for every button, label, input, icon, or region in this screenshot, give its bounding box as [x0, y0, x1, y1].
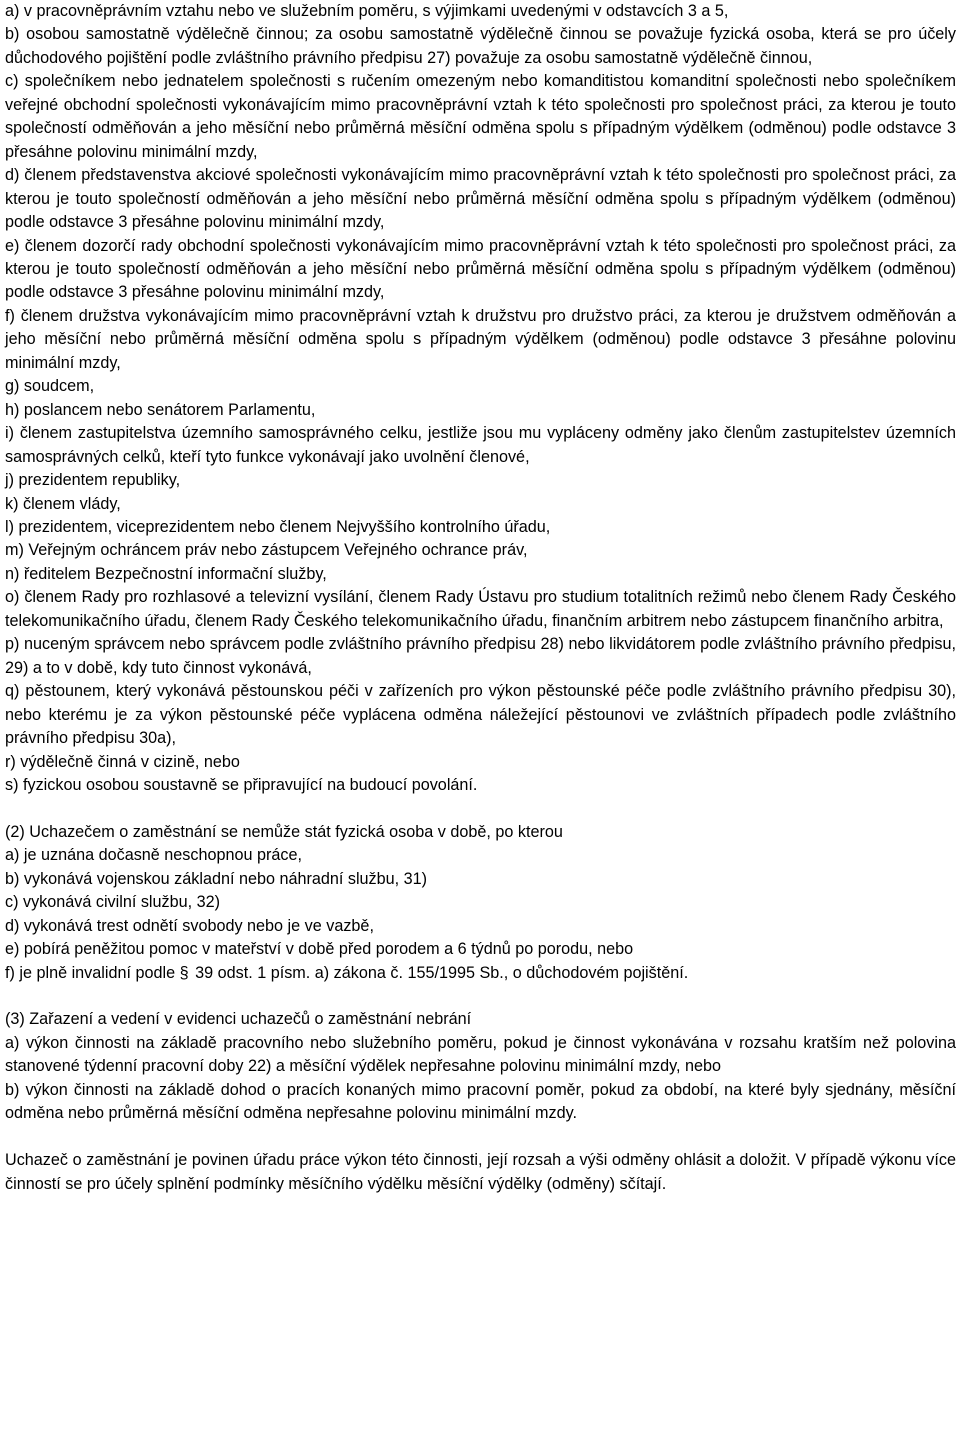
list-item: i) členem zastupitelstva územního samosprávného celku, jestliže jsou mu vypláceny odměny jako členům zastupitelstev územních samosprávných celků, kteří tyto funkce vykonávají jako uvolnění členové, [5, 424, 956, 466]
list-item: g) soudcem, [5, 377, 95, 396]
paragraph-spacer [5, 797, 956, 820]
paragraph-spacer [5, 1126, 956, 1149]
list-item: s) fyzickou osobou soustavně se připravující na budoucí povolání. [5, 775, 478, 794]
list-item: c) společníkem nebo jednatelem společnosti s ručením omezeným nebo komanditistou komanditní společnosti nebo společníkem veřejné obchodní společnosti vykonávajícím mimo pracovněprávní vztah k této společnosti pro společnost práci, za kterou je touto společností odměňován a jeho měsíční nebo průměrná měsíční odměna spolu s případným výdělkem (odměnou) podle odstavce 3 přesáhne polovinu minimální mzdy, [5, 72, 956, 161]
list-item: q) pěstounem, který vykonává pěstounskou péči v zařízeních pro výkon pěstounské péče podle zvláštního právního předpisu 30), nebo kterému je za výkon pěstounské péče vyplácena odměna náležející pěstounovi ve zvláštních případech podle zvláštního právního předpisu 30a), [5, 682, 956, 748]
list-item: f) členem družstva vykonávajícím mimo pracovněprávní vztah k družstvu pro družstvo práci, za kterou je družstvem odměňován a jeho měsíční nebo průměrná měsíční odměna spolu s případným výdělkem (odměnou) podle odstavce 3 přesáhne polovinu minimální mzdy, [5, 306, 956, 372]
list-item: o) členem Rady pro rozhlasové a televizní vysílání, členem Rady Ústavu pro studium totalitních režimů nebo členem Rady Českého telekomunikačního úřadu, členem Rady Českého telekomunikačního úřadu, finančním arbitrem nebo zástupcem finančního arbitra, [5, 588, 956, 630]
closing-paragraph: Uchazeč o zaměstnání je povinen úřadu práce výkon této činnosti, její rozsah a výši odměny ohlásit a doložit. V případě výkonu více činností se pro účely splnění podmínky měsíčního výdělku měsíční výdělky (odměny) sčítají. [5, 1151, 956, 1193]
section-sign-link[interactable]: § [179, 963, 189, 982]
list-item: e) členem dozorčí rady obchodní společnosti vykonávajícím mimo pracovněprávní vztah k této společnosti pro společnost práci, za kterou je touto společností odměňován a jeho měsíční nebo průměrná měsíční odměna spolu s případným výdělkem (odměnou) podle odstavce 3 přesáhne polovinu minimální mzdy, [5, 236, 956, 302]
list-item: a) je uznána dočasně neschopnou práce, [5, 846, 302, 865]
list-item: b) vykonává vojenskou základní nebo náhradní službu, 31) [5, 869, 428, 888]
paragraph-3-list [5, 1008, 956, 1125]
list-item: a) v pracovněprávním vztahu nebo ve služebním poměru, s výjimkami uvedenými v odstavcích 3 a 5, [5, 2, 729, 20]
list-item: j) prezidentem republiky, [5, 471, 181, 490]
list-item [5, 962, 956, 985]
list-item: p) nuceným správcem nebo správcem podle zvláštního právního předpisu 28) nebo likvidátorem podle zvláštního právního předpisu, 29) a to v době, kdy tuto činnost vykonává, [5, 635, 956, 677]
paragraph-2-list [5, 821, 956, 985]
list-item: m) Veřejným ochráncem práv nebo zástupcem Veřejného ochrance práv, [5, 541, 528, 560]
list-item: (2) Uchazečem o zaměstnání se nemůže stát fyzická osoba v době, po kterou [5, 822, 563, 841]
list-item: (3) Zařazení a vedení v evidenci uchazečů o zaměstnání nebrání [5, 1010, 472, 1029]
list-item: n) ředitelem Bezpečnostní informační služby, [5, 564, 327, 583]
list-item: d) členem představenstva akciové společnosti vykonávajícím mimo pracovněprávní vztah k této společnosti pro společnost práci, za kterou je touto společností odměňován a jeho měsíční nebo průměrná měsíční odměna spolu s případným výdělkem (odměnou) podle odstavce 3 přesáhne polovinu minimální mzdy, [5, 166, 956, 232]
list-item: l) prezidentem, viceprezidentem nebo členem Nejvyššího kontrolního úřadu, [5, 517, 551, 536]
document-page [5, 0, 956, 1196]
list-item: c) vykonává civilní službu, 32) [5, 893, 221, 912]
item-text-start: f) je plně invalidní podle [5, 963, 176, 982]
paragraph-spacer [5, 985, 956, 1008]
list-item: b) výkon činnosti na základě dohod o pracích konaných mimo pracovní poměr, pokud za období, na které byly sjednány, měsíční odměna nebo průměrná měsíční odměna nepřesahne polovinu minimální mzdy. [5, 1080, 956, 1123]
list-item: b) osobou samostatně výdělečně činnou; za osobu samostatně výdělečně činnou se považuje fyzická osoba, která se pro účely důchodového pojištění podle zvláštního právního předpisu 27) považuje za osobu samostatně výdělečně činnou, [5, 25, 956, 67]
item-text-end: 39 odst. 1 písm. a) zákona č. 155/1995 Sb., o důchodovém pojištění. [195, 963, 689, 982]
list-item: h) poslancem nebo senátorem Parlamentu, [5, 400, 316, 419]
paragraph-4 [5, 1149, 956, 1196]
list-item: e) pobírá peněžitou pomoc v mateřství v době před porodem a 6 týdnů po porodu, nebo [5, 940, 634, 959]
list-item: a) výkon činnosti na základě pracovního nebo služebního poměru, pokud je činnost vykonávána v rozsahu kratším než polovina stanovené týdenní pracovní doby 22) a měsíční výdělek nepřesahne polovinu minimální mzdy, nebo [5, 1033, 956, 1076]
list-item: k) členem vlády, [5, 494, 121, 513]
paragraph-1-list [5, 0, 956, 797]
list-item: d) vykonává trest odnětí svobody nebo je ve vazbě, [5, 916, 374, 935]
list-item: r) výdělečně činná v cizině, nebo [5, 752, 240, 771]
